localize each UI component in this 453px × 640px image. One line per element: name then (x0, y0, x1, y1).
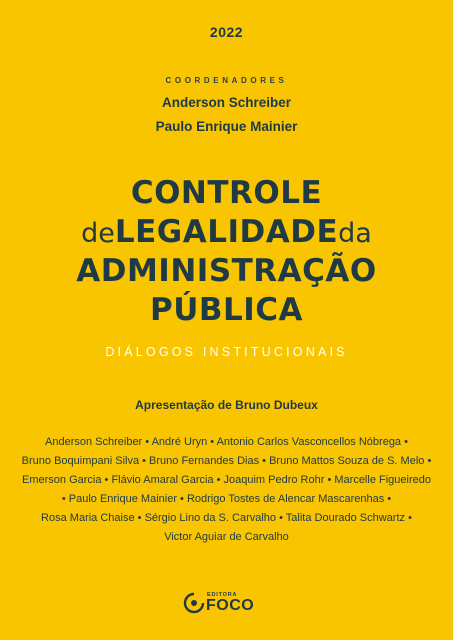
subtitle: DIÁLOGOS INSTITUCIONAIS (105, 345, 348, 359)
publisher-name: FOCO (206, 597, 255, 614)
title-word-legalidade: LEGALIDADE (114, 214, 339, 250)
author-name: Marcelle Figueiredo (334, 474, 431, 486)
author-name: André Uryn (151, 436, 208, 448)
title-line-4: PÚBLICA (149, 292, 304, 328)
presentation-credit: Apresentação de Bruno Dubeux (135, 398, 318, 412)
author-name: Bruno Boquimpani Silva (21, 455, 140, 467)
coordinator-name: Paulo Enrique Mainier (155, 119, 298, 134)
title-word-da: da (338, 218, 372, 249)
authors-list: Anderson Schreiber • André Uryn • Antonio Carlos Vasconcellos Nóbrega • Bruno Boquimpani Silva • Bruno Fernandes Dias • Bruno Mattos Souza de S. Melo • Emerson Garcia • Flávio Amaral Garcia • Joaquim Pedro Rohr • Marcelle Figueiredo • Paulo Enrique Mainier • Rodrigo Tostes de Alencar Mascarenhas • Rosa Maria Chaise • Sérgio Lino da S. Carvalho • Talita Dourado Schwartz • Victor Aguiar de Carvalho (21, 436, 432, 543)
author-name: Rodrigo Tostes de Alencar Mascarenhas (186, 493, 385, 505)
author-name: Paulo Enrique Mainier (68, 493, 177, 505)
author-name: Flávio Amaral Garcia (111, 474, 214, 486)
author-name: Rosa Maria Chaise (41, 512, 135, 524)
title-word-de: de (81, 218, 115, 249)
coordinators-label: COORDENADORES (165, 76, 288, 85)
title-line-1: CONTROLE (130, 175, 323, 211)
title-line-3: ADMINISTRAÇÃO (76, 253, 377, 289)
author-name: Sérgio Lino da S. Carvalho (144, 512, 277, 524)
author-name: Bruno Mattos Souza de S. Melo (269, 455, 425, 467)
author-name: Bruno Fernandes Dias (149, 455, 260, 467)
author-name: Antonio Carlos Vasconcellos Nóbrega (216, 436, 402, 448)
coordinator-name: Anderson Schreiber (161, 95, 292, 110)
publisher-logo (183, 589, 273, 619)
publisher-logo-icon (183, 592, 205, 614)
publication-year: 2022 (209, 24, 244, 40)
title-line-2 (0, 214, 453, 250)
author-name: Victor Aguiar de Carvalho (164, 531, 289, 543)
author-name: Joaquim Pedro Rohr (223, 474, 325, 486)
author-name: Emerson Garcia (22, 474, 102, 486)
author-name: Talita Dourado Schwartz (285, 512, 406, 524)
publisher-label: EDITORA (207, 592, 238, 598)
author-name: Anderson Schreiber (45, 436, 143, 448)
